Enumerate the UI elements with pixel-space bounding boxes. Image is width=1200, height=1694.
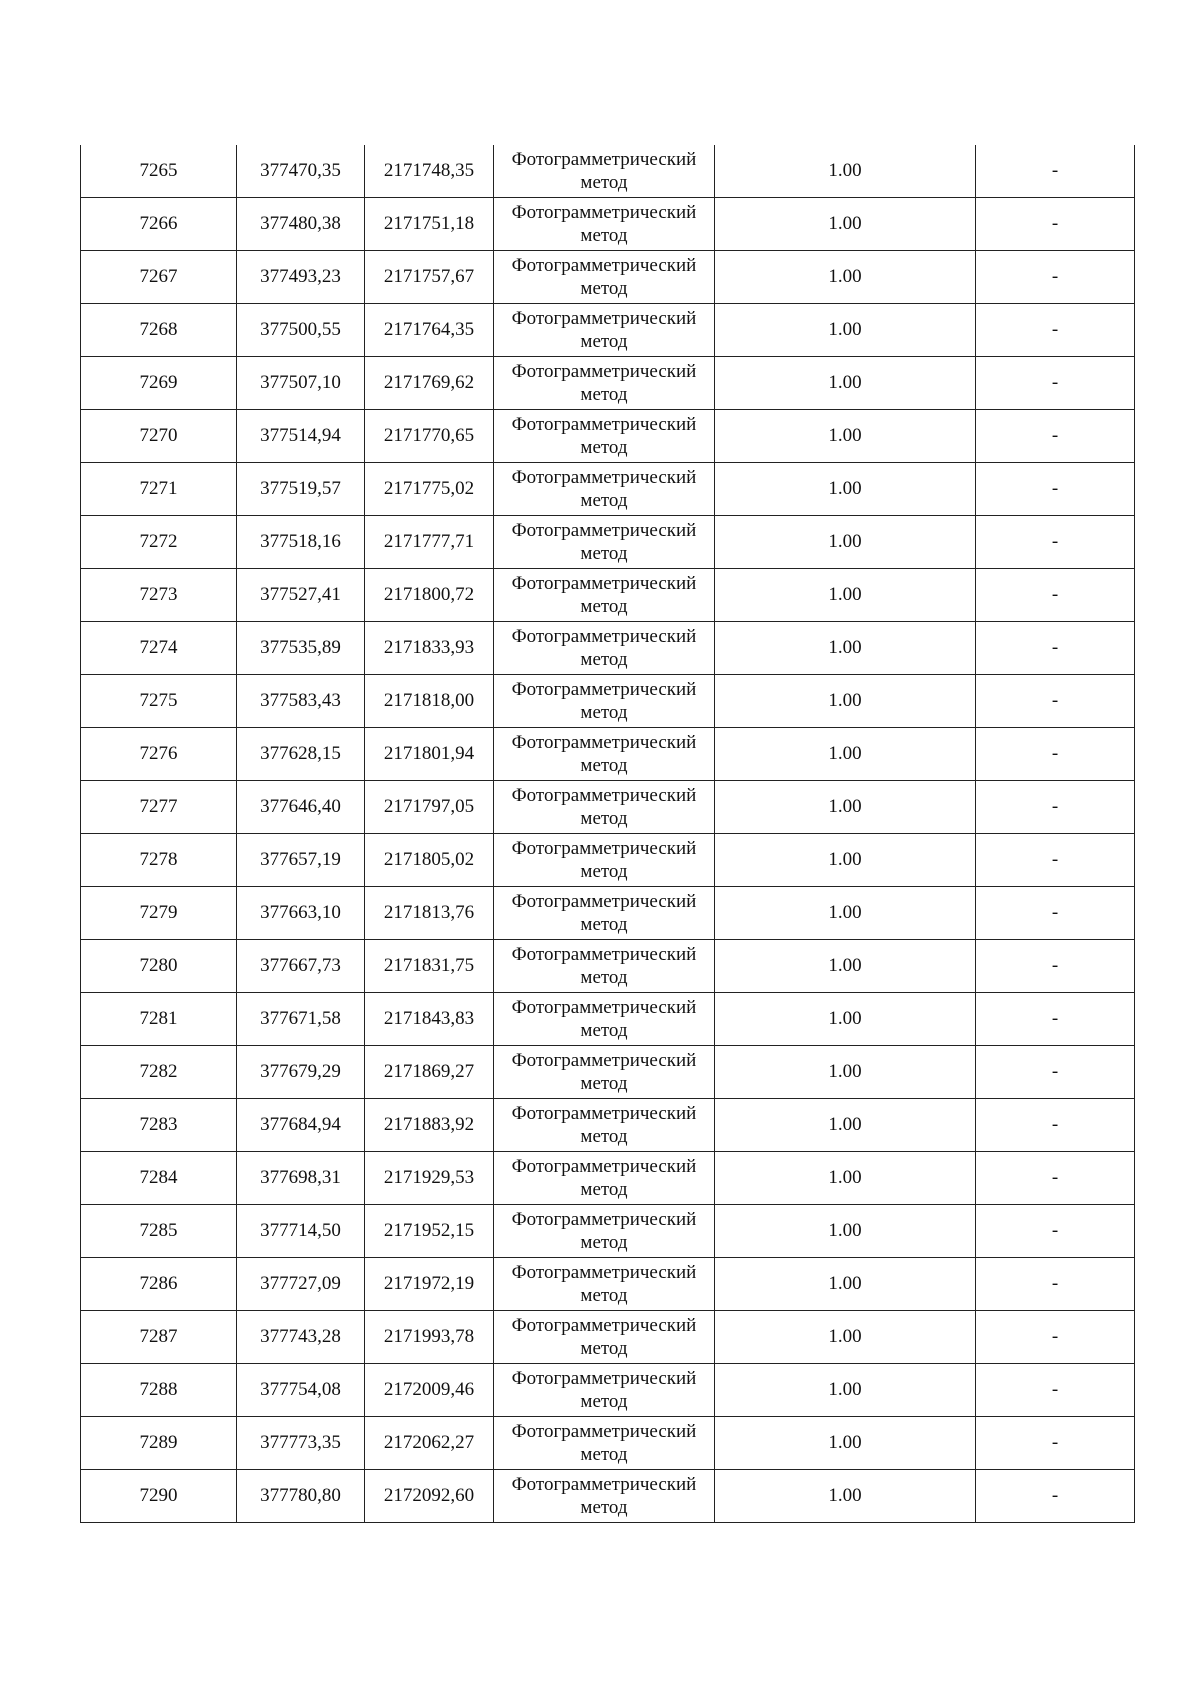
x-coordinate-cell: 377684,94 [237,1099,365,1152]
x-coordinate-cell: 377519,57 [237,463,365,516]
x-coordinate-cell: 377743,28 [237,1311,365,1364]
accuracy-cell: 1.00 [715,357,976,410]
note-cell: - [976,781,1135,834]
table-row [81,357,1135,410]
method-cell: Фотограмметрический метод [494,1258,715,1311]
y-coordinate-cell: 2171972,19 [365,1258,494,1311]
accuracy-cell: 1.00 [715,834,976,887]
note-cell: - [976,516,1135,569]
method-cell: Фотограмметрический метод [494,993,715,1046]
coordinates-table-body [81,145,1135,1523]
y-coordinate-cell: 2171757,67 [365,251,494,304]
x-coordinate-cell: 377500,55 [237,304,365,357]
note-cell: - [976,1470,1135,1523]
note-cell: - [976,940,1135,993]
table-row [81,675,1135,728]
note-cell: - [976,1364,1135,1417]
y-coordinate-cell: 2171952,15 [365,1205,494,1258]
y-coordinate-cell: 2171813,76 [365,887,494,940]
x-coordinate-cell: 377679,29 [237,1046,365,1099]
point-number-cell: 7281 [81,993,237,1046]
method-cell: Фотограмметрический метод [494,622,715,675]
x-coordinate-cell: 377714,50 [237,1205,365,1258]
table-row [81,410,1135,463]
note-cell: - [976,1152,1135,1205]
point-number-cell: 7277 [81,781,237,834]
method-cell: Фотограмметрический метод [494,1099,715,1152]
y-coordinate-cell: 2171748,35 [365,145,494,198]
y-coordinate-cell: 2171833,93 [365,622,494,675]
y-coordinate-cell: 2171751,18 [365,198,494,251]
accuracy-cell: 1.00 [715,1099,976,1152]
table-row [81,1099,1135,1152]
y-coordinate-cell: 2171993,78 [365,1311,494,1364]
point-number-cell: 7265 [81,145,237,198]
method-cell: Фотограмметрический метод [494,410,715,463]
accuracy-cell: 1.00 [715,251,976,304]
point-number-cell: 7284 [81,1152,237,1205]
table-row [81,1417,1135,1470]
method-cell: Фотограмметрический метод [494,728,715,781]
y-coordinate-cell: 2171797,05 [365,781,494,834]
y-coordinate-cell: 2171805,02 [365,834,494,887]
table-row [81,887,1135,940]
x-coordinate-cell: 377507,10 [237,357,365,410]
x-coordinate-cell: 377583,43 [237,675,365,728]
note-cell: - [976,1311,1135,1364]
method-cell: Фотограмметрический метод [494,887,715,940]
x-coordinate-cell: 377754,08 [237,1364,365,1417]
method-cell: Фотограмметрический метод [494,145,715,198]
method-cell: Фотограмметрический метод [494,357,715,410]
method-cell: Фотограмметрический метод [494,675,715,728]
y-coordinate-cell: 2172092,60 [365,1470,494,1523]
accuracy-cell: 1.00 [715,569,976,622]
method-cell: Фотограмметрический метод [494,251,715,304]
y-coordinate-cell: 2171831,75 [365,940,494,993]
y-coordinate-cell: 2171770,65 [365,410,494,463]
point-number-cell: 7278 [81,834,237,887]
method-cell: Фотограмметрический метод [494,1046,715,1099]
table-row [81,781,1135,834]
note-cell: - [976,357,1135,410]
method-cell: Фотограмметрический метод [494,1152,715,1205]
table-row [81,569,1135,622]
x-coordinate-cell: 377527,41 [237,569,365,622]
y-coordinate-cell: 2171777,71 [365,516,494,569]
x-coordinate-cell: 377663,10 [237,887,365,940]
x-coordinate-cell: 377657,19 [237,834,365,887]
note-cell: - [976,1099,1135,1152]
note-cell: - [976,1258,1135,1311]
point-number-cell: 7271 [81,463,237,516]
y-coordinate-cell: 2171764,35 [365,304,494,357]
method-cell: Фотограмметрический метод [494,1417,715,1470]
accuracy-cell: 1.00 [715,1311,976,1364]
accuracy-cell: 1.00 [715,622,976,675]
point-number-cell: 7283 [81,1099,237,1152]
note-cell: - [976,251,1135,304]
table-row [81,1258,1135,1311]
note-cell: - [976,145,1135,198]
x-coordinate-cell: 377727,09 [237,1258,365,1311]
note-cell: - [976,834,1135,887]
accuracy-cell: 1.00 [715,1364,976,1417]
note-cell: - [976,887,1135,940]
table-row [81,622,1135,675]
accuracy-cell: 1.00 [715,1046,976,1099]
y-coordinate-cell: 2171843,83 [365,993,494,1046]
method-cell: Фотограмметрический метод [494,463,715,516]
x-coordinate-cell: 377646,40 [237,781,365,834]
table-row [81,1470,1135,1523]
table-row [81,145,1135,198]
accuracy-cell: 1.00 [715,728,976,781]
coordinates-table [80,145,1135,1523]
table-row [81,304,1135,357]
table-row [81,1152,1135,1205]
table-row [81,993,1135,1046]
accuracy-cell: 1.00 [715,516,976,569]
point-number-cell: 7273 [81,569,237,622]
accuracy-cell: 1.00 [715,410,976,463]
x-coordinate-cell: 377493,23 [237,251,365,304]
point-number-cell: 7290 [81,1470,237,1523]
table-row [81,1364,1135,1417]
y-coordinate-cell: 2171883,92 [365,1099,494,1152]
method-cell: Фотограмметрический метод [494,1470,715,1523]
method-cell: Фотограмметрический метод [494,569,715,622]
note-cell: - [976,728,1135,781]
x-coordinate-cell: 377667,73 [237,940,365,993]
method-cell: Фотограмметрический метод [494,781,715,834]
y-coordinate-cell: 2171869,27 [365,1046,494,1099]
note-cell: - [976,622,1135,675]
accuracy-cell: 1.00 [715,304,976,357]
accuracy-cell: 1.00 [715,463,976,516]
point-number-cell: 7270 [81,410,237,463]
point-number-cell: 7272 [81,516,237,569]
method-cell: Фотограмметрический метод [494,1364,715,1417]
x-coordinate-cell: 377480,38 [237,198,365,251]
x-coordinate-cell: 377628,15 [237,728,365,781]
method-cell: Фотограмметрический метод [494,198,715,251]
note-cell: - [976,675,1135,728]
table-row [81,463,1135,516]
note-cell: - [976,1205,1135,1258]
note-cell: - [976,410,1135,463]
table-row [81,1205,1135,1258]
accuracy-cell: 1.00 [715,993,976,1046]
note-cell: - [976,1417,1135,1470]
point-number-cell: 7289 [81,1417,237,1470]
x-coordinate-cell: 377518,16 [237,516,365,569]
accuracy-cell: 1.00 [715,1417,976,1470]
point-number-cell: 7274 [81,622,237,675]
y-coordinate-cell: 2171769,62 [365,357,494,410]
point-number-cell: 7280 [81,940,237,993]
accuracy-cell: 1.00 [715,145,976,198]
table-row [81,251,1135,304]
note-cell: - [976,198,1135,251]
table-row [81,728,1135,781]
method-cell: Фотограмметрический метод [494,1311,715,1364]
accuracy-cell: 1.00 [715,1258,976,1311]
table-row [81,940,1135,993]
accuracy-cell: 1.00 [715,940,976,993]
x-coordinate-cell: 377514,94 [237,410,365,463]
accuracy-cell: 1.00 [715,198,976,251]
y-coordinate-cell: 2171800,72 [365,569,494,622]
table-row [81,516,1135,569]
accuracy-cell: 1.00 [715,1470,976,1523]
table-row [81,1046,1135,1099]
note-cell: - [976,304,1135,357]
accuracy-cell: 1.00 [715,887,976,940]
point-number-cell: 7276 [81,728,237,781]
method-cell: Фотограмметрический метод [494,834,715,887]
point-number-cell: 7286 [81,1258,237,1311]
point-number-cell: 7279 [81,887,237,940]
point-number-cell: 7267 [81,251,237,304]
note-cell: - [976,993,1135,1046]
y-coordinate-cell: 2172062,27 [365,1417,494,1470]
y-coordinate-cell: 2171818,00 [365,675,494,728]
table-row [81,834,1135,887]
point-number-cell: 7269 [81,357,237,410]
point-number-cell: 7288 [81,1364,237,1417]
note-cell: - [976,463,1135,516]
method-cell: Фотограмметрический метод [494,1205,715,1258]
method-cell: Фотограмметрический метод [494,940,715,993]
x-coordinate-cell: 377780,80 [237,1470,365,1523]
point-number-cell: 7282 [81,1046,237,1099]
note-cell: - [976,569,1135,622]
y-coordinate-cell: 2171775,02 [365,463,494,516]
x-coordinate-cell: 377773,35 [237,1417,365,1470]
x-coordinate-cell: 377470,35 [237,145,365,198]
accuracy-cell: 1.00 [715,1205,976,1258]
point-number-cell: 7287 [81,1311,237,1364]
accuracy-cell: 1.00 [715,675,976,728]
y-coordinate-cell: 2171801,94 [365,728,494,781]
table-row [81,1311,1135,1364]
point-number-cell: 7268 [81,304,237,357]
x-coordinate-cell: 377698,31 [237,1152,365,1205]
x-coordinate-cell: 377671,58 [237,993,365,1046]
y-coordinate-cell: 2172009,46 [365,1364,494,1417]
accuracy-cell: 1.00 [715,781,976,834]
point-number-cell: 7275 [81,675,237,728]
method-cell: Фотограмметрический метод [494,304,715,357]
y-coordinate-cell: 2171929,53 [365,1152,494,1205]
table-row [81,198,1135,251]
x-coordinate-cell: 377535,89 [237,622,365,675]
method-cell: Фотограмметрический метод [494,516,715,569]
note-cell: - [976,1046,1135,1099]
point-number-cell: 7285 [81,1205,237,1258]
point-number-cell: 7266 [81,198,237,251]
accuracy-cell: 1.00 [715,1152,976,1205]
